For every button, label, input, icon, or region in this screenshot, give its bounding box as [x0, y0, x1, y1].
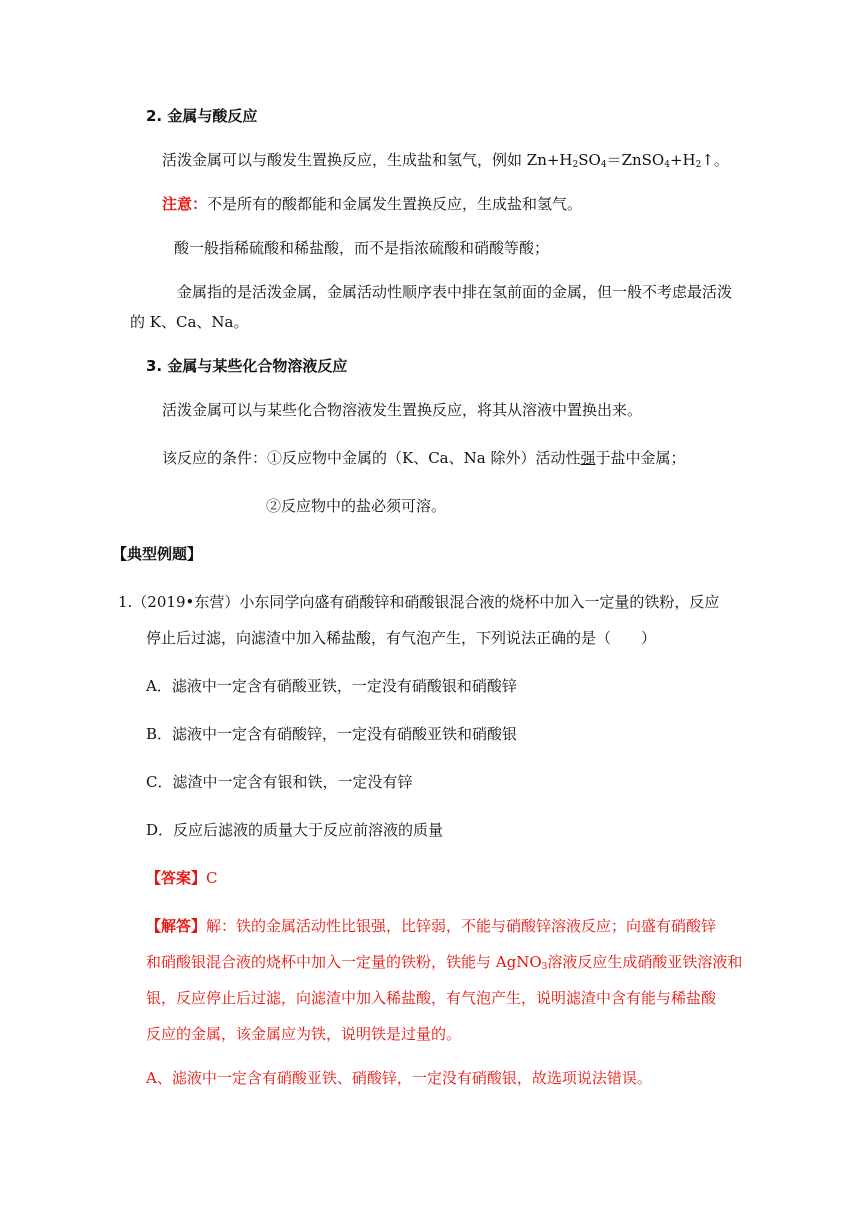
answer-line	[146, 868, 218, 888]
analysis-line-5: A、滤液中一定含有硝酸亚铁、硝酸锌，一定没有硝酸银，故选项说法错误。	[146, 1069, 652, 1087]
analysis-line-1: 【解答】解：铁的金属活动性比银强，比锌弱，不能与硝酸锌溶液反应；向盛有硝酸锌	[146, 917, 717, 935]
section2-heading: 2. 金属与酸反应	[146, 107, 258, 125]
condition-line-2: ②反应物中的盐必须可溶。	[266, 497, 447, 515]
section3-heading: 3. 金属与某些化合物溶液反应	[146, 357, 348, 375]
section3-paragraph: 活泼金属可以与某些化合物溶液发生置换反应，将其从溶液中置换出来。	[162, 401, 643, 419]
analysis-line-4: 反应的金属，该金属应为铁，说明铁是过量的。	[146, 1025, 462, 1043]
metal-line-1: 金属指的是活泼金属，金属活动性顺序表中排在氢前面的金属，但一般不考虑最活泼	[177, 283, 733, 301]
condition-line-1: 该反应的条件：①反应物中金属的（K、Ca、Na 除外）活动性强于盐中金属；	[162, 449, 686, 467]
option-a: A．滤液中一定含有硝酸亚铁，一定没有硝酸银和硝酸锌	[146, 677, 517, 695]
examples-heading: 【典型例题】	[112, 545, 203, 563]
section2-paragraph: 活泼金属可以与酸发生置换反应，生成盐和氢气，例如 $Zn+H_2SO_4=ZnSO_4+H_2↑$。	[162, 151, 729, 170]
answer-value: C	[206, 869, 218, 887]
question-1-line-2: 停止后过滤，向滤渣中加入稀盐酸，有气泡产生，下列说法正确的是（ ）	[146, 629, 657, 647]
note-line	[162, 194, 582, 214]
analysis-label: 【解答】	[146, 917, 207, 935]
acid-line: 酸一般指稀硫酸和稀盐酸，而不是指浓硫酸和硝酸等酸；	[174, 239, 550, 257]
question-1-line-1: 1.（2019•东营）小东同学向盛有硝酸锌和硝酸银混合液的烧杯中加入一定量的铁粉，反应	[118, 593, 720, 611]
analysis-line-2: 和硝酸银混合液的烧杯中加入一定量的铁粉，铁能与 AgNO$_3$溶液反应生成硝酸亚铁溶液和	[146, 953, 743, 972]
option-b: B．滤液中一定含有硝酸锌，一定没有硝酸亚铁和硝酸银	[146, 725, 518, 743]
strong-underlined: 强	[580, 449, 596, 467]
note-label: 注意：	[162, 195, 208, 213]
answer-label: 【答案】	[146, 869, 207, 887]
option-c: C．滤渣中一定含有银和铁，一定没有锌	[146, 773, 413, 791]
analysis-line-3: 银，反应停止后过滤，向滤渣中加入稀盐酸，有气泡产生，说明滤渣中含有能与稀盐酸	[146, 989, 717, 1007]
metal-line-2: 的 K、Ca、Na。	[130, 313, 249, 331]
option-d: D．反应后滤液的质量大于反应前溶液的质量	[146, 821, 444, 839]
note-text: 不是所有的酸都能和金属发生置换反应，生成盐和氢气。	[207, 195, 583, 213]
